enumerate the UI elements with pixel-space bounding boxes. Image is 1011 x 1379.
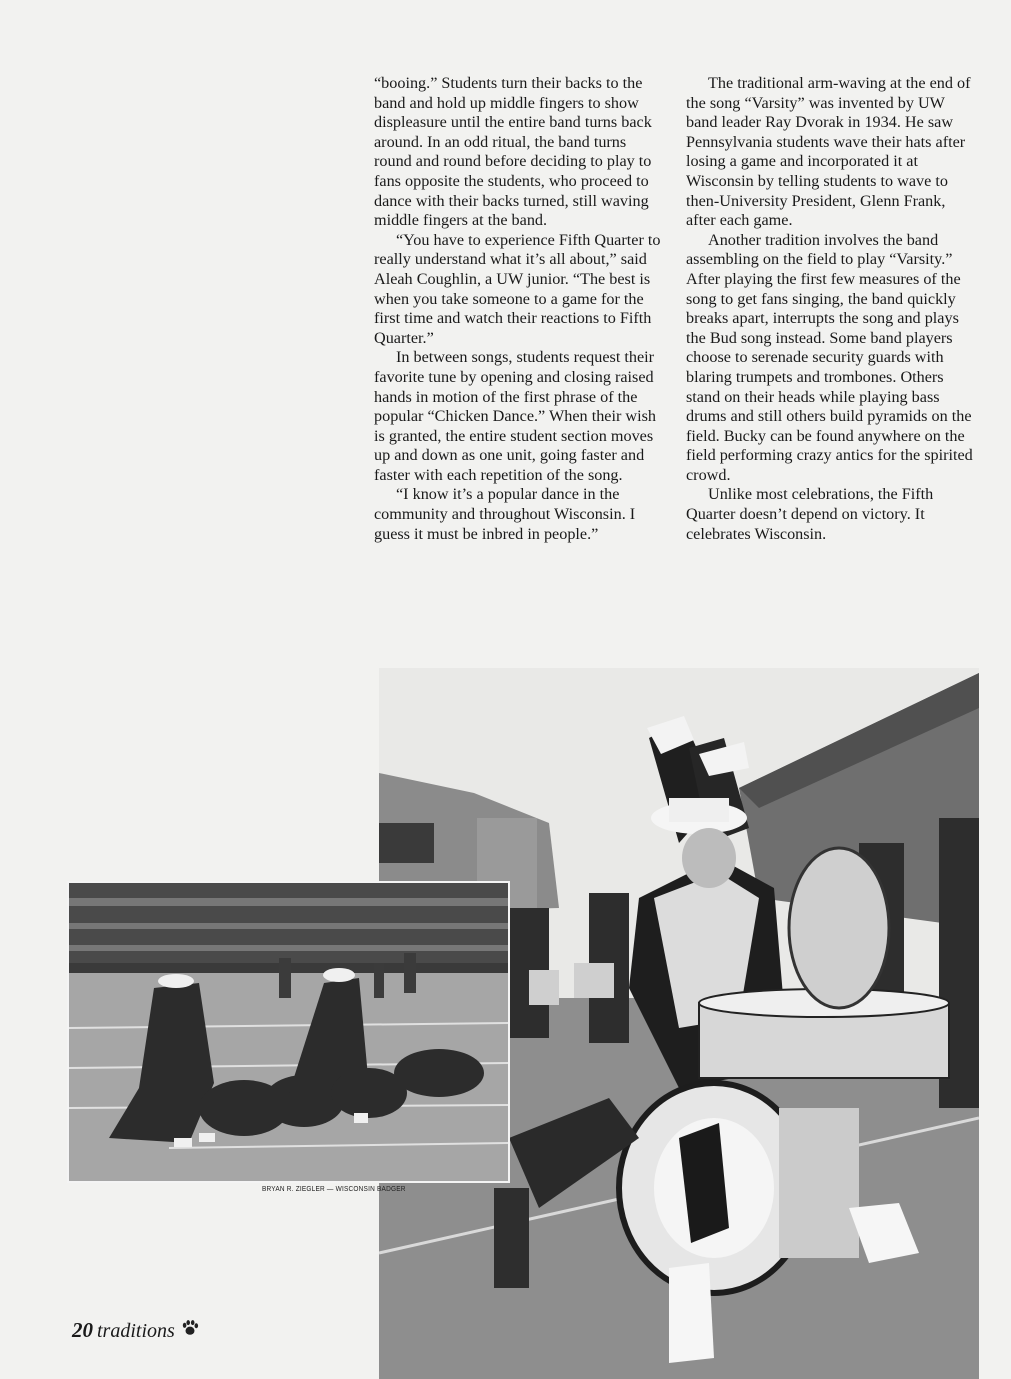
paragraph: The traditional arm-waving at the end of the song “Varsity” was invented by UW band leader Ray Dvorak in 1934. He saw Pennsylvania students wave their hats after losing a game and incorporated it at Wisconsin by telling students to wave to then-University President, Glenn Frank, after each game. xyxy=(686,74,971,230)
photo-credit: BRYAN R. ZIEGLER — WISCONSIN BADGER xyxy=(262,1185,406,1194)
paragraph: “booing.” Students turn their backs to the band and hold up middle fingers to show displeasure until the entire band turns back around. In an odd ritual, the band turns round and round before deciding to play to fans opposite the students, who proceed to dance with their backs turned, still waving middle fingers at the band. xyxy=(374,74,652,230)
paw-print-icon xyxy=(181,1319,199,1337)
article-column-left xyxy=(374,74,666,544)
article-column-right xyxy=(686,74,976,544)
band-players-photo xyxy=(67,881,510,1183)
page-number: 20 xyxy=(72,1318,93,1342)
paragraph: In between songs, students request their favorite tune by opening and closing raised hands in motion of the first phrase of the popular “Chicken Dance.” When their wish is granted, the entire student section moves up and down as one unit, going faster and faster with each repetition of the song. xyxy=(374,348,656,484)
photo-band-members-crawling-on-field-icon xyxy=(69,883,508,1181)
paragraph: Unlike most celebrations, the Fifth Quarter doesn’t depend on victory. It celebrates Wisconsin. xyxy=(686,485,934,543)
paragraph: “I know it’s a popular dance in the community and throughout Wisconsin. I guess it must be inbred in people.” xyxy=(374,485,636,543)
paragraph: Another tradition involves the band assembling on the field to play “Varsity.” After playing the first few measures of the song to get fans singing, the band quickly breaks apart, interrupts the song and plays the Bud song instead. Some band players choose to serenade security guards with blaring trumpets and trombones. Others stand on their heads while playing bass drums and still others build pyramids on the field. Bucky can be found anywhere on the field performing crazy antics for the spirited crowd. xyxy=(686,230,973,484)
page-folio xyxy=(72,1318,199,1343)
section-name: traditions xyxy=(97,1320,175,1342)
paragraph: “You have to experience Fifth Quarter to really understand what it’s all about,” said Aleah Coughlin, a UW junior. “The best is when you take someone to a game for the first time and watch their reactions to Fifth Quarter.” xyxy=(374,230,661,347)
